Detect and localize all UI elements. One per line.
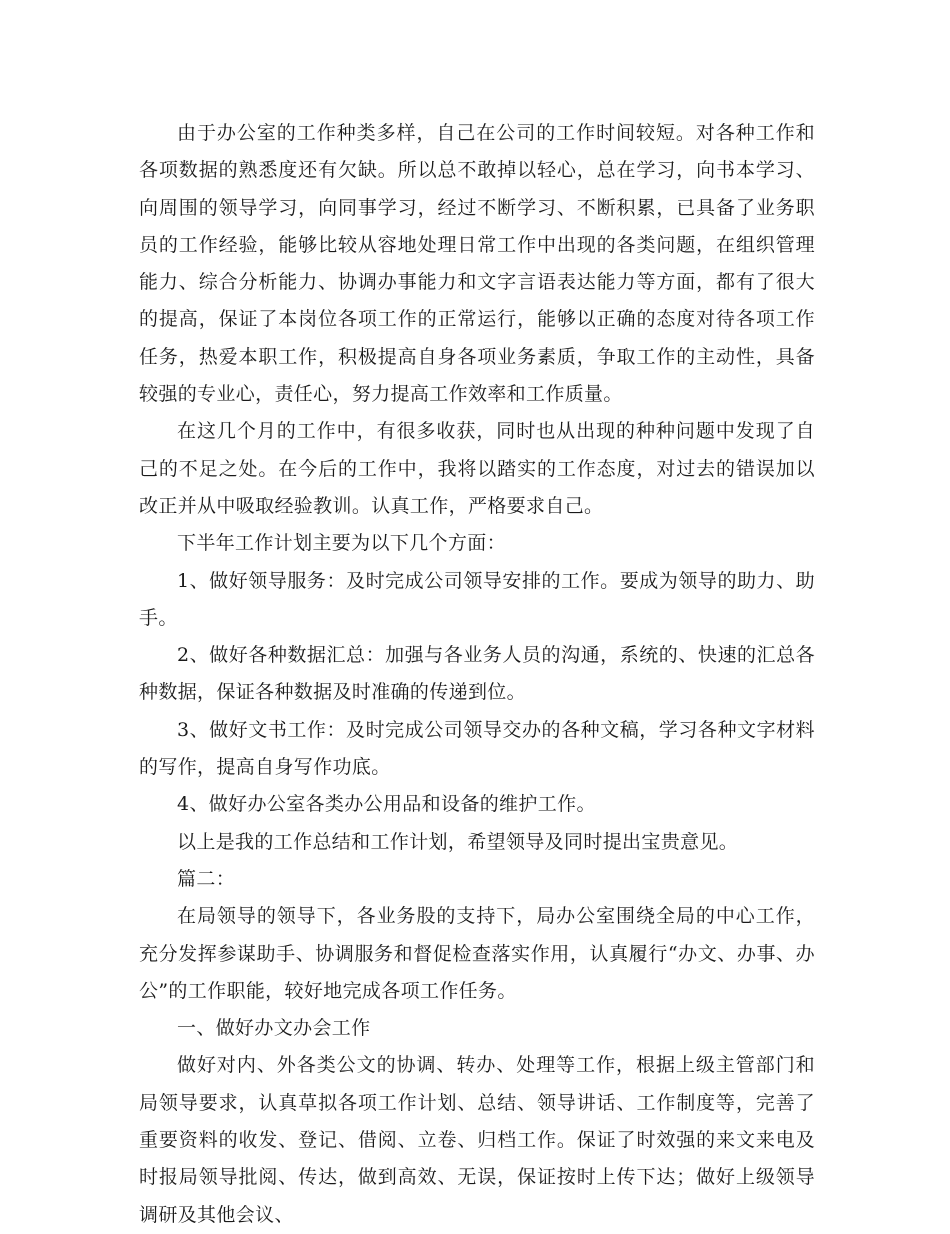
paragraph-closing: 以上是我的工作总结和工作计划，希望领导及同时提出宝贵意见。 (177, 830, 739, 853)
document-body (139, 115, 815, 1234)
paragraph-plan-item-4: 4、做好办公室各类办公用品和设备的维护工作。 (177, 793, 596, 816)
paragraph-plan-intro: 下半年工作计划主要为以下几个方面： (177, 532, 506, 555)
paragraph-document-meetings: 做好对内、外各类公文的协调、转办、处理等工作，根据上级主管部门和局领导要求，认真草拟各项工作计划、总结、领导讲话、工作制度等，完善了重要资料的收发、登记、借阅、立卷、归档工作。保证了时效强的来文来电及时报局领导批阅、传达，做到高效、无误，保证按时上传下达；做好上级领导调研及其他会议、 (139, 1054, 815, 1226)
paragraph-plan-item-1: 1、做好领导服务：及时完成公司领导安排的工作。要成为领导的助力、助手。 (139, 569, 815, 629)
paragraph-plan-item-2: 2、做好各种数据汇总：加强与各业务人员的沟通，系统的、快速的汇总各种数据，保证各种数据及时准确的传递到位。 (139, 644, 815, 704)
paragraph-plan-item-3: 3、做好文书工作：及时完成公司领导交办的各种文稿，学习各种文字材料的写作，提高自身写作功底。 (139, 718, 815, 779)
paragraph-work-experience: 由于办公室的工作种类多样，自己在公司的工作时间较短。对各种工作和各项数据的熟悉度还有欠缺。所以总不敢掉以轻心，总在学习，向书本学习、向周围的领导学习，向同事学习，经过不断学习、不断积累，已具备了业务职员的工作经验，能够比较从容地处理日常工作中出现的各类问题，在组织管理能力、综合分析能力、协调办事能力和文字言语表达能力等方面，都有了很大的提高，保证了本岗位各项工作的正常运行，能够以正确的态度对待各项工作任务，热爱本职工作，积极提高自身各项业务素质，争取工作的主动性，具备较强的专业心，责任心，努力提高工作效率和工作质量。 (139, 122, 815, 406)
section-title-part-two: 篇二： (177, 867, 236, 890)
heading-document-meetings: 一、做好办文办会工作 (177, 1017, 371, 1040)
paragraph-reflection: 在这几个月的工作中，有很多收获，同时也从出现的种种问题中发现了自己的不足之处。在今后的工作中，我将以踏实的工作态度，对过去的错误加以改正并从中吸取经验教训。认真工作，严格要求自己。 (139, 420, 815, 517)
paragraph-part-two-intro: 在局领导的领导下，各业务股的支持下，局办公室围绕全局的中心工作，充分发挥参谋助手、协调服务和督促检查落实作用，认真履行“办文、办事、办公”的工作职能，较好地完成各项工作任务。 (139, 905, 815, 1002)
